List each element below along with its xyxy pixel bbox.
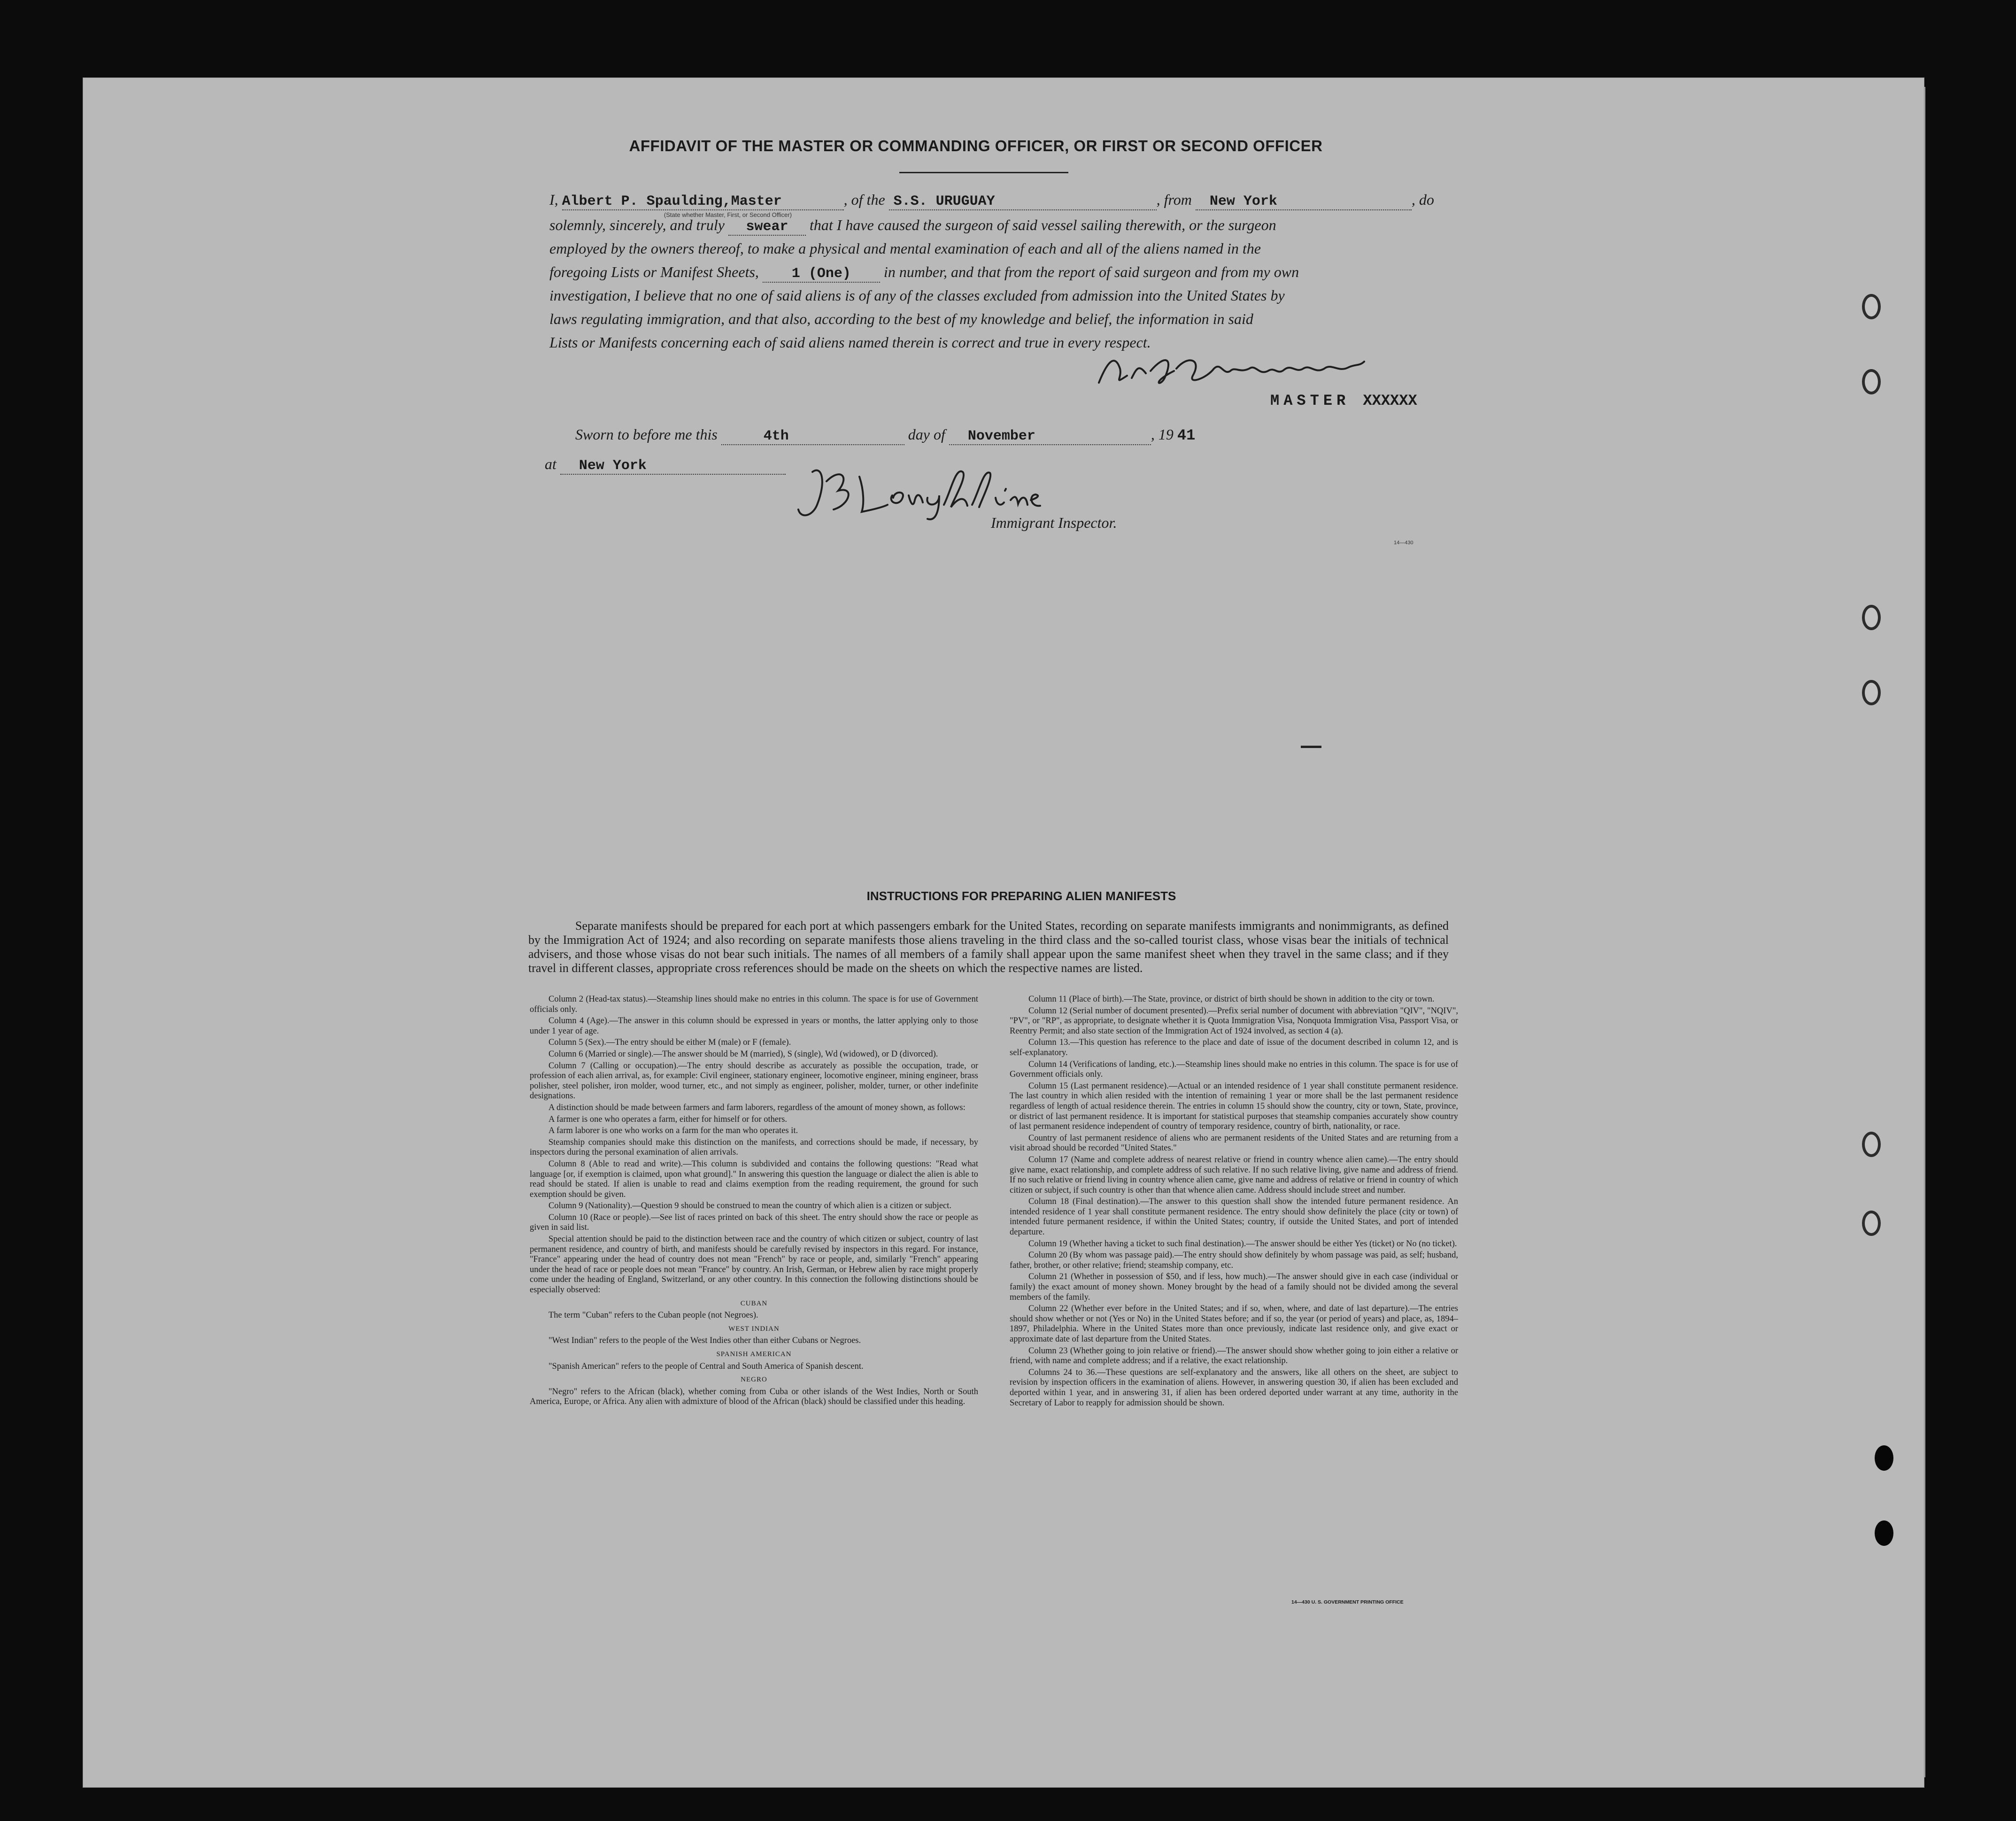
instruction-paragraph: Columns 24 to 36.—These questions are self-explanatory and the answers, like all others on the sheet, are subject to revision by inspection officers in the examination of aliens. However, in answering question 30, if alien has been excluded and deported within 1 year, and in answering 31, if alien has been ordered deported under warrant at any time, authority in the Secretary of Labor to reapply for admission should be shown. xyxy=(1010,1367,1458,1408)
master-struck-text: XXXXXX xyxy=(1363,392,1417,409)
day-of-label: day of xyxy=(908,426,945,443)
instruction-paragraph: Column 13.—This question has reference to the place and date of issue of the document described in column 12, and is self-explanatory. xyxy=(1010,1038,1458,1057)
officer-rank-note: (State whether Master, First, or Second Officer) xyxy=(664,211,792,218)
instruction-paragraph: Column 19 (Whether having a ticket to such final destination).—The answer should be either Yes (ticket) or No (no ticket). xyxy=(1028,1239,1457,1249)
instruction-paragraph: "West Indian" refers to the people of the West Indies other than either Cubans or Negroes. xyxy=(548,1336,861,1346)
instruction-paragraph: Column 17 (Name and complete address of nearest relative or friend in country whence alien came).—The entry should give name, exact relationship, and complete address of such relative. If no such relative living, give name and address of friend. If no such relative or friend living in country whence alien came, give name and address of relative or friend in country of which citizen or subject, if such country is other than that whence alien came. Address should include street and number. xyxy=(1010,1155,1458,1195)
instruction-paragraph: Column 2 (Head-tax status).—Steamship lines should make no entries in this column. The space is for use of Government officials only. xyxy=(530,995,978,1014)
at-label: at xyxy=(545,455,556,472)
instruction-paragraph: Column 18 (Final destination).—The answer to this question shall show the intended future permanent residence. An intended residence of 1 year shall constitute permanent residence. The entry should show definitely the place (city or town) of intended future permanent residence, if within the United States; country, if outside the United States, and port of intended departure. xyxy=(1010,1197,1458,1237)
affidavit-line-1 xyxy=(549,188,1470,211)
race-heading: CUBAN xyxy=(740,1299,768,1307)
affidavit-line-6: laws regulating immigration, and that also, according to the best of my knowledge and belief, the information in said xyxy=(549,310,1253,327)
separator-dash xyxy=(1301,746,1321,748)
instruction-paragraph: A distinction should be made between farmers and farm laborers, regardless of the amount of money shown, as follows: xyxy=(548,1103,966,1112)
instruction-paragraph: Column 8 (Able to read and write).—This column is subdivided and contains the following questions: "Read what language [or, if exemption is claimed, upon what ground]." In answering this question the language or dialect the alien is able to read should be stated. If alien is unable to read and claims exemption from the reading requirement, the ground for such exemption should be given. xyxy=(530,1159,978,1199)
officer-name-field: Albert P. Spaulding,Master xyxy=(562,193,844,210)
printer-imprint: 14—430 U. S. GOVERNMENT PRINTING OFFICE xyxy=(1291,1599,1404,1605)
instructions-left-column xyxy=(530,995,978,1409)
form-number: 14—430 xyxy=(1394,540,1414,546)
instruction-paragraph: Country of last permanent residence of aliens who are permanent residents of the United States and are returning from a visit abroad should be recorded "United States." xyxy=(1010,1133,1458,1153)
affidavit-title: AFFIDAVIT OF THE MASTER OR COMMANDING OFFICER, OR FIRST OR SECOND OFFICER xyxy=(629,137,1323,154)
instruction-paragraph: Column 12 (Serial number of document presented).—Prefix serial number of document with abbreviation "QIV", "NQIV", "PV", or "RP", as appropriate, to designate whether it is Quota Immigration Visa, Nonquota Immigration Visa, Passport Visa, or Reentry Permit; and also state section of the Immigration Act of 1924 involved, as section 4 (a). xyxy=(1010,1006,1458,1036)
instruction-paragraph: Column 7 (Calling or occupation).—The entry should describe as accurately as possible the occupation, trade, or profession of each alien arrival, as, for example: Civil engineer, stationary engineer, locomotive engineer, mining engineer, brass polisher, steel polisher, iron molder, wood turner, etc., and not simply as engineer, polisher, molder, turner, or other indefinite designations. xyxy=(530,1061,978,1101)
binder-hole xyxy=(1862,680,1881,705)
affidavit-line-4 xyxy=(549,260,1470,284)
instruction-paragraph: Column 6 (Married or single).—The answer should be M (married), S (single), Wd (widowed), or D (divorced). xyxy=(548,1049,938,1059)
affidavit-line-4b: in number, and that from the report of said surgeon and from my own xyxy=(883,263,1299,280)
vessel-field: S.S. URUGUAY xyxy=(889,193,1157,210)
instruction-paragraph: A farmer is one who operates a farm, either for himself or for others. xyxy=(548,1114,788,1124)
day-field: 4th xyxy=(721,428,904,445)
binder-hole xyxy=(1862,1132,1881,1157)
instructions-title: INSTRUCTIONS FOR PREPARING ALIEN MANIFESTS xyxy=(866,889,1176,903)
binder-hole xyxy=(1875,1445,1893,1471)
alien-count-field: 1 (One) xyxy=(763,266,880,283)
instruction-paragraph: Column 20 (By whom was passage paid).—The entry should show definitely by whom passage was paid, as self; husband, father, brother, or other relative; friend; steamship company, etc. xyxy=(1010,1250,1458,1270)
instruction-paragraph: A farm laborer is one who works on a farm for the man who operates it. xyxy=(548,1126,798,1136)
affidavit-line-4a: foregoing Lists or Manifest Sheets, xyxy=(549,263,759,280)
sworn-line xyxy=(575,423,1496,448)
affidavit-line-7: Lists or Manifests concerning each of said aliens named therein is correct and true in every respect. xyxy=(549,334,1151,351)
affidavit-line-3: employed by the owners thereof, to make a physical and mental examination of each and all of the aliens named in the xyxy=(549,240,1261,257)
affidavit-line-2a: solemnly, sincerely, and truly xyxy=(549,216,725,233)
affidavit-line-5: investigation, I believe that no one of said aliens is of any of the classes excluded from admission into the United States by xyxy=(549,287,1285,304)
binder-hole xyxy=(1862,369,1881,394)
title-rule xyxy=(899,172,1068,173)
instruction-paragraph: "Spanish American" refers to the people of Central and South America of Spanish descent. xyxy=(548,1361,864,1371)
instruction-paragraph: Steamship companies should make this distinction on the manifests, and corrections should be made, if necessary, by inspectors during the personal examination of alien arrivals. xyxy=(530,1137,978,1157)
year-prefix: , 19 xyxy=(1151,426,1174,443)
instruction-paragraph: Column 23 (Whether going to join relative or friend).—The answer should show whether going to join either a relative or friend, with name and complete address; and if a relative, the exact relationship. xyxy=(1010,1346,1458,1366)
affidavit-i: I, xyxy=(549,191,558,208)
affidavit-of-the: , of the xyxy=(843,191,885,208)
port-field: New York xyxy=(1196,193,1412,210)
race-heading: NEGRO xyxy=(741,1376,767,1384)
year-field: 41 xyxy=(1177,427,1196,444)
instruction-paragraph: Column 5 (Sex).—The entry should be either M (male) or F (female). xyxy=(548,1038,791,1048)
instruction-paragraph: Column 14 (Verifications of landing, etc.).—Steamship lines should make no entries in this column. The space is for use of Government officials only. xyxy=(1010,1059,1458,1080)
instruction-paragraph: "Negro" refers to the African (black), whether coming from Cuba or other islands of the West Indies, North or South America, Europe, or Africa. Any alien with admixture of blood of the African (black) should be classified under this heading. xyxy=(530,1387,978,1407)
instruction-paragraph: Column 22 (Whether ever before in the United States; and if so, when, where, and date of last departure).—The entries should show whether or not (Yes or No) in the United States before; and if so, the year (or period of years) and place, as, 1894–1897, Philadelphia. Where in the United States more than once previously, indicate last residence only, and give exact or approximate date of last departure from the United States. xyxy=(1010,1304,1458,1344)
month-field: November xyxy=(949,428,1151,445)
place-field: New York xyxy=(560,458,786,475)
instruction-paragraph: Column 10 (Race or people).—See list of races printed on back of this sheet. The entry should show the race or people as given in said list. xyxy=(530,1212,978,1233)
instruction-paragraph: Special attention should be paid to the distinction between race and the country of which citizen or subject, country of last permanent residence, and country of birth, and manifests should be carefully revised by inspectors in this regard. For instance, "France" appearing under the head of country does not mean "French" by race or people, and, similarly "French" appearing under the head of race or people does not mean "France" by country. An Irish, German, or Hebrew alien by race might properly come under the heading of England, Switzerland, or any other country. In this connection the following distinctions should be especially observed: xyxy=(530,1235,978,1295)
instruction-paragraph: Column 9 (Nationality).—Question 9 should be construed to mean the country of which alien is a citizen or subject. xyxy=(548,1201,952,1211)
master-title xyxy=(1270,392,1417,409)
sworn-label: Sworn to before me this xyxy=(575,426,718,443)
binder-hole xyxy=(1875,1520,1893,1546)
binder-hole xyxy=(1862,294,1881,319)
affidavit-line-2b: that I have caused the surgeon of said vessel sailing therewith, or the surgeon xyxy=(809,216,1276,233)
affidavit-line-2 xyxy=(549,213,1470,237)
binder-hole xyxy=(1862,1211,1881,1236)
instructions-intro: Separate manifests should be prepared for each port at which passengers embark for the United States, recording on separate manifests immigrants and nonimmigrants, as defined by the Immigration Act of 1924; and also recording on separate manifests those aliens traveling in the third class and the so-called tourist class, whose visas bear the initials of technical advisers, and those whose visas do not bear such initials. The names of all members of a family shall appear upon the same manifest sheet when they travel in the same class; and if they travel in different classes, appropriate cross references should be made on the sheets on which the respective names are listed. xyxy=(528,919,1449,975)
race-heading: WEST INDIAN xyxy=(728,1325,780,1333)
instruction-paragraph: The term "Cuban" refers to the Cuban people (not Negroes). xyxy=(548,1311,758,1320)
instruction-paragraph: Column 15 (Last permanent residence).—Actual or an intended residence of 1 year shall constitute permanent residence. The last country in which alien resided with the intention of remaining 1 year or more shall be the last permanent residence regardless of length of actual residence therein. The entries in column 15 should show the country, city or town, State, province, or district of last permanent residence. It is important for statistical purposes that steamship companies accurately show country of last permanent residence independent of country of temporary residence, country of birth, nationality, or race. xyxy=(1010,1081,1458,1132)
instruction-paragraph: Column 21 (Whether in possession of $50, and if less, how much).—The answer should give in each case (individual or family) the exact amount of money shown. Money brought by the head of a family should not be divided among the several members of the family. xyxy=(1010,1272,1458,1302)
oath-field: swear xyxy=(728,219,806,236)
affidavit-from: , from xyxy=(1156,191,1192,208)
instructions-right-column xyxy=(1010,995,1458,1410)
master-signature xyxy=(1094,350,1395,394)
instruction-paragraph: Column 4 (Age).—The answer in this column should be expressed in years or months, the latter applying only to those under 1 year of age. xyxy=(530,1016,978,1036)
instruction-paragraph: Column 11 (Place of birth).—The State, province, or district of birth should be shown in addition to the city or town. xyxy=(1028,995,1435,1004)
race-heading: SPANISH AMERICAN xyxy=(716,1350,792,1358)
affidavit-do: , do xyxy=(1411,191,1434,208)
inspector-title: Immigrant Inspector. xyxy=(991,514,1117,531)
binder-hole xyxy=(1862,605,1881,630)
master-label: MASTER xyxy=(1270,392,1350,409)
